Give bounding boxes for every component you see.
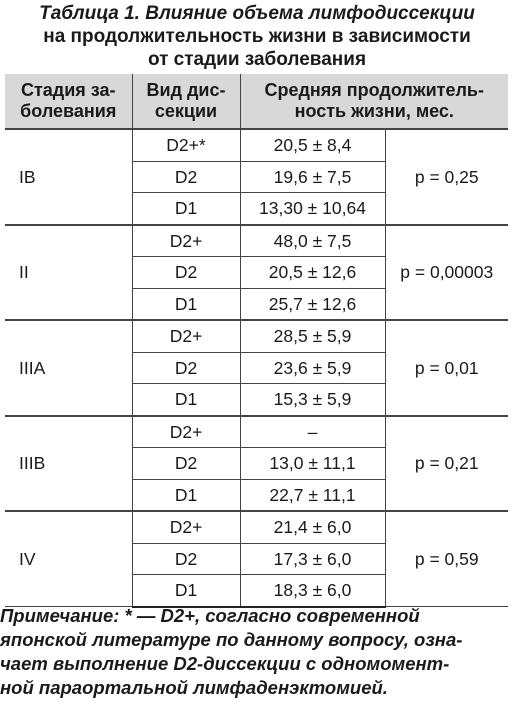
dissection-cell: D1: [132, 575, 240, 607]
footnote-line-3: чает выполнение D2-диссекции с одномомент-: [0, 653, 450, 674]
survival-cell: –: [240, 416, 385, 448]
dissection-cell: D1: [132, 288, 240, 320]
header-stage-line-1: Стадия за-: [20, 80, 116, 100]
survival-cell: 21,4 ± 6,0: [240, 511, 385, 543]
stage-cell: IIIA: [5, 320, 132, 416]
caption-line-3: от стадии заболевания: [147, 49, 367, 70]
stage-cell: IV: [5, 511, 132, 607]
dissection-cell: D1: [132, 193, 240, 225]
dissection-cell: D2: [132, 543, 240, 575]
header-row: [5, 74, 508, 129]
dissection-cell: D1: [132, 384, 240, 416]
survival-table: [5, 74, 508, 608]
dissection-cell: D2: [132, 448, 240, 480]
header-stage: [5, 74, 132, 129]
p-value-cell: p = 0,01: [385, 320, 508, 416]
survival-cell: 25,7 ± 12,6: [240, 288, 385, 320]
dissection-cell: D2+: [132, 320, 240, 352]
footnote-line-2: японской литературе по данному вопросу, озна-: [0, 629, 463, 650]
stage-cell: IB: [5, 129, 132, 225]
header-dissection: [132, 74, 240, 129]
survival-cell: 13,30 ± 10,64: [240, 193, 385, 225]
table-row: [5, 225, 508, 257]
dissection-cell: D2+*: [132, 129, 240, 161]
p-value-cell: p = 0,21: [385, 416, 508, 512]
survival-cell: 13,0 ± 11,1: [240, 448, 385, 480]
dissection-cell: D1: [132, 479, 240, 511]
footnote-line-1: Примечание: * — D2+, согласно современной: [0, 605, 420, 626]
p-value-cell: p = 0,25: [385, 129, 508, 225]
caption-line-2: на продолжительность жизни в зависимости: [43, 26, 471, 47]
table-caption: [0, 2, 514, 71]
survival-cell: 15,3 ± 5,9: [240, 384, 385, 416]
table-row: [5, 416, 508, 448]
survival-cell: 17,3 ± 6,0: [240, 543, 385, 575]
dissection-cell: D2+: [132, 511, 240, 543]
survival-cell: 28,5 ± 5,9: [240, 320, 385, 352]
dissection-cell: D2: [132, 257, 240, 289]
p-value-cell: p = 0,00003: [385, 225, 508, 321]
table-row: [5, 511, 508, 543]
caption-line-1: Таблица 1. Влияние объема лимфодиссекции: [39, 3, 475, 24]
header-survival: [240, 74, 508, 129]
survival-cell: 22,7 ± 11,1: [240, 479, 385, 511]
survival-cell: 18,3 ± 6,0: [240, 575, 385, 607]
header-stage-line-2: болевания: [20, 101, 117, 121]
survival-cell: 23,6 ± 5,9: [240, 352, 385, 384]
footnote-line-4: ной параортальной лимфаденэктомией.: [0, 677, 388, 698]
dissection-cell: D2+: [132, 416, 240, 448]
survival-cell: 20,5 ± 12,6: [240, 257, 385, 289]
table-row: [5, 320, 508, 352]
header-survival-line-2: ность жизни, мес.: [294, 101, 454, 121]
header-dissection-line-2: секции: [154, 101, 218, 121]
table-footnote: [0, 604, 514, 700]
dissection-cell: D2+: [132, 225, 240, 257]
stage-cell: II: [5, 225, 132, 321]
dissection-cell: D2: [132, 161, 240, 193]
p-value-cell: p = 0,59: [385, 511, 508, 607]
survival-cell: 48,0 ± 7,5: [240, 225, 385, 257]
dissection-cell: D2: [132, 352, 240, 384]
stage-cell: IIIB: [5, 416, 132, 512]
survival-cell: 20,5 ± 8,4: [240, 129, 385, 161]
table-row: [5, 129, 508, 161]
header-survival-line-1: Средняя продолжитель-: [264, 80, 484, 100]
survival-cell: 19,6 ± 7,5: [240, 161, 385, 193]
header-dissection-line-1: Вид дис-: [146, 80, 226, 100]
